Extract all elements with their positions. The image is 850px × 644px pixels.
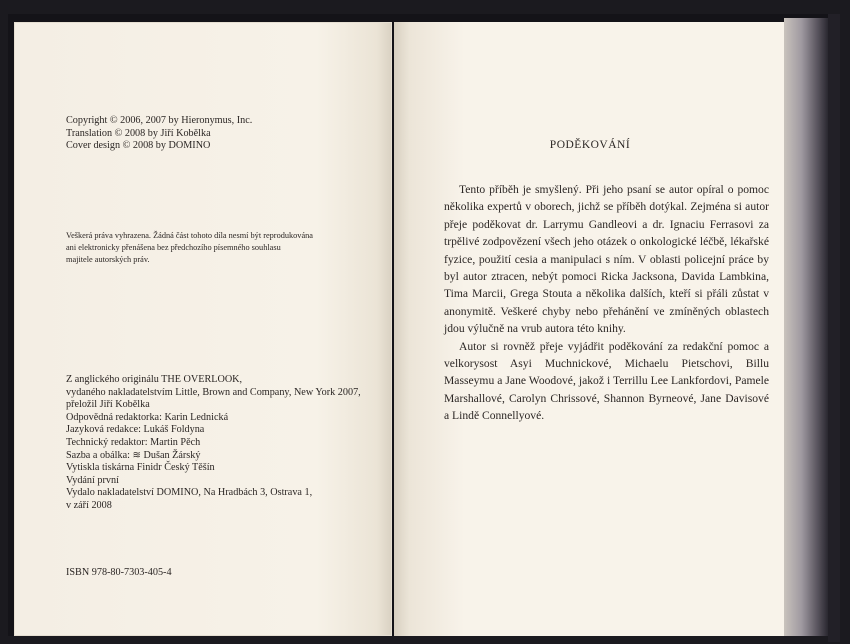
acknowledgements-text	[444, 181, 769, 425]
rights-notice	[66, 230, 313, 266]
cover-design-line: Cover design © 2008 by DOMINO	[66, 140, 211, 152]
credit-line: Technický redaktor: Martin Pěch	[66, 436, 201, 448]
translation-line: Translation © 2008 by Jiří Kobělka	[66, 127, 211, 139]
credit-line: Jazyková redakce: Lukáš Foldyna	[66, 424, 205, 436]
rights-line: ani elektronicky přenášena bez předchozího písemného souhlasu	[66, 243, 281, 252]
isbn-text: ISBN 978-80-7303-405-4	[66, 567, 172, 578]
page-title: PODĚKOVÁNÍ	[549, 139, 631, 151]
isbn	[66, 567, 172, 580]
publication-credits	[66, 374, 361, 513]
copyright-block	[66, 115, 252, 153]
paragraph: Autor si rovněž přeje vyjádřit poděkování za redakční pomoc a velkorysost Asyi Muchnickové, Michaelu Pietschovi, Billu Masseymu a Jane Woodové, jakož i Terrillu Lee Lankfordovi, Pamele Marshallové, Carolyn Chrissové, Shannon Byrneové, Jane Davisové a Lindě Connellyové.	[444, 339, 769, 423]
credit-line: Vytiskla tiskárna Finidr Český Těšín	[66, 462, 215, 474]
paragraph: Tento příběh je smyšlený. Při jeho psaní se autor opíral o pomoc několika expertů v oborech, jichž se příběh dotýkal. Zejména si autor přeje poděkovat dr. Larrymu Gandleovi a dr. Ignaciu Ferrasovi za trpělivé zodpovězení všech jeho otázek o onkologické léčbě, lékařské fyzice, použití cesia a manipulaci s ním. V oblasti policejní práce by byl autor ztracen, nebýt pomoci Ricka Jacksona, Davida Lambkina, Tima Marcii, Grega Stouta a několika dalších, kteří si přáli zůstat v anonymitě. Veškeré chyby nebo přehánění ve zmíněných oblastech jdou výlučně na vrub autora této knihy.	[444, 183, 769, 336]
cover-edge	[828, 14, 840, 642]
left-page	[14, 22, 392, 636]
credit-line: Odpovědná redaktorka: Karin Lednická	[66, 411, 229, 423]
credit-line: Z anglického originálu THE OVERLOOK,	[66, 374, 243, 385]
credit-line: Vydalo nakladatelství DOMINO, Na Hradbách 3, Ostrava 1,	[66, 487, 313, 499]
credit-line: vydaného nakladatelstvím Little, Brown and Company, New York 2007,	[66, 386, 361, 398]
credit-line: přeložil Jiří Kobělka	[66, 399, 150, 411]
rights-line: majitele autorských práv.	[66, 255, 150, 264]
credit-line: Vydání první	[66, 474, 119, 486]
rights-line: Veškerá práva vyhrazena. Žádná část tohoto díla nesmí být reprodukována	[66, 231, 313, 240]
page-edges	[784, 18, 828, 636]
book-spread	[8, 14, 838, 636]
credit-line: v září 2008	[66, 499, 112, 511]
copyright-line: Copyright © 2006, 2007 by Hieronymus, Inc.	[66, 115, 253, 126]
credit-line: Sazba a obálka: ≋ Dušan Žárský	[66, 449, 201, 461]
right-page	[394, 22, 786, 636]
